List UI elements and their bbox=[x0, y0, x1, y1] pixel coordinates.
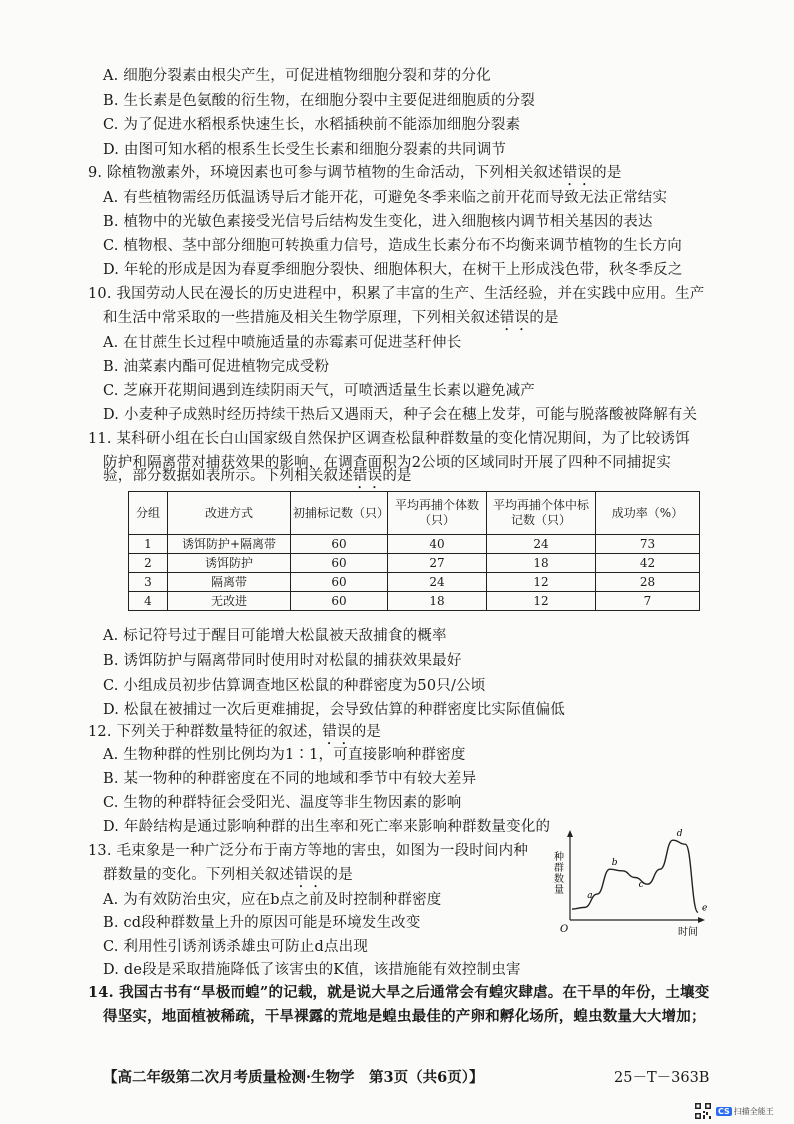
q9-option-d: D. 年轮的形成是因为春夏季细胞分裂快、细胞体积大，在树干上形成浅色带，秋冬季反之 bbox=[103, 262, 683, 278]
population-curve bbox=[572, 840, 698, 912]
table-cell: 12 bbox=[487, 592, 596, 611]
table-cell: 73 bbox=[596, 535, 700, 554]
q10-stem-line2: 和生活中常采取的一些措施及相关生物学原理，下列相关叙述错误的是 bbox=[103, 310, 559, 326]
table-cell: 12 bbox=[487, 573, 596, 592]
q8-option-d: D. 由图可知水稻的根系生长受生长素和细胞分裂素的共同调节 bbox=[103, 142, 507, 158]
curve-point-label: c bbox=[638, 880, 644, 891]
page-footer-code: 25－T－363B bbox=[614, 1070, 710, 1086]
y-axis-arrow bbox=[567, 830, 573, 837]
q13-option-a: A. 为有效防治虫灾，应在b点之前及时控制种群密度 bbox=[103, 892, 442, 908]
q11-option-d: D. 松鼠在被捕过一次后更难捕捉，会导致估算的种群密度比实际值偏低 bbox=[103, 702, 565, 718]
table-cell: 3 bbox=[129, 573, 168, 592]
capture-data-table bbox=[128, 491, 700, 611]
q13-option-b: B. cd段种群数量上升的原因可能是环境发生改变 bbox=[103, 915, 421, 931]
q8-option-a: A. 细胞分裂素由根尖产生，可促进植物细胞分裂和芽的分化 bbox=[103, 68, 491, 84]
curve-point-label: e bbox=[702, 903, 708, 914]
table-cell: 60 bbox=[291, 554, 388, 573]
q9-option-b: B. 植物中的光敏色素接受光信号后结构发生变化，进入细胞核内调节相关基因的表达 bbox=[103, 214, 653, 230]
table-cell: 诱饵防护+隔离带 bbox=[168, 535, 291, 554]
table-cell: 40 bbox=[388, 535, 487, 554]
q10-stem-line1: 10. 我国劳动人民在漫长的历史进程中，积累了丰富的生产、生活经验，并在实践中应用。生产 bbox=[88, 286, 705, 302]
q12-option-b: B. 某一物种的种群密度在不同的地域和季节中有较大差异 bbox=[103, 771, 477, 787]
q8-option-b: B. 生长素是色氨酸的衍生物，在细胞分裂中主要促进细胞质的分裂 bbox=[103, 93, 536, 109]
population-curve-chart bbox=[548, 828, 713, 940]
scanner-logo-icon: CS bbox=[718, 1107, 730, 1116]
table-row bbox=[129, 573, 700, 592]
q14-stem-line2: 得坚实，地面植被稀疏，干旱裸露的荒地是蝗虫最佳的产卵和孵化场所，蝗虫数量大大增加； bbox=[103, 1008, 706, 1025]
q9-option-c: C. 植物根、茎中部分细胞可转换重力信号，造成生长素分布不均衡来调节植物的生长方向 bbox=[103, 238, 682, 254]
table-cell: 隔离带 bbox=[168, 573, 291, 592]
table-cell: 18 bbox=[388, 592, 487, 611]
q13-stem-line2: 群数量的变化。下列相关叙述错误的是 bbox=[103, 867, 353, 883]
q14-stem-line1: 14. 我国古书有“旱极而蝗”的记载，就是说大旱之后通常会有蝗灾肆虐。在干旱的年份，土壤变 bbox=[88, 984, 710, 1001]
table-header-cell: 初捕标记数（只） bbox=[291, 492, 388, 535]
table-cell: 无改进 bbox=[168, 592, 291, 611]
table-cell: 1 bbox=[129, 535, 168, 554]
q8-option-c: C. 为了促进水稻根系快速生长，水稻插秧前不能添加细胞分裂素 bbox=[103, 117, 521, 133]
q11-stem-line2: 防护和隔离带对捕获效果的影响，在调查面积为2公顷的区域同时开展了四种不同捕捉实 bbox=[103, 455, 672, 471]
q9-option-a: A. 有些植物需经历低温诱导后才能开花，可避免冬季来临之前开花而导致无法正常结实 bbox=[103, 190, 668, 206]
origin-label: O bbox=[560, 924, 569, 935]
q12-stem: 12. 下列关于种群数量特征的叙述，错误的是 bbox=[88, 724, 382, 740]
table-header-cell: 成功率（%） bbox=[596, 492, 700, 535]
x-axis-label: 时间 bbox=[678, 927, 698, 938]
table-cell: 7 bbox=[596, 592, 700, 611]
q12-option-d: D. 年龄结构是通过影响种群的出生率和死亡率来影响种群数量变化的 bbox=[103, 819, 551, 835]
table-cell: 18 bbox=[487, 554, 596, 573]
table-header-cell: 平均再捕个体中标记数（只） bbox=[487, 492, 596, 535]
q10-option-a: A. 在甘蔗生长过程中喷施适量的赤霉素可促进茎秆伸长 bbox=[103, 335, 462, 351]
table-cell: 诱饵防护 bbox=[168, 554, 291, 573]
qr-code-icon bbox=[694, 1102, 712, 1120]
table-header-cell: 改进方式 bbox=[168, 492, 291, 535]
table-header-row bbox=[129, 492, 700, 535]
table-cell: 60 bbox=[291, 573, 388, 592]
q10-option-c: C. 芝麻开花期间遇到连续阴雨天气，可喷洒适量生长素以避免减产 bbox=[103, 383, 535, 399]
q11-option-c: C. 小组成员初步估算调查地区松鼠的种群密度为50只/公顷 bbox=[103, 678, 486, 694]
q9-stem: 9. 除植物激素外，环境因素也可参与调节植物的生命活动，下列相关叙述错误的是 bbox=[88, 165, 622, 181]
table-header-cell: 平均再捕个体数（只） bbox=[388, 492, 487, 535]
table-cell: 60 bbox=[291, 535, 388, 554]
curve-point-label: b bbox=[611, 858, 618, 869]
curve-point-label: d bbox=[676, 829, 683, 840]
q11-stem-line1: 11. 某科研小组在长白山国家级自然保护区调查松鼠种群数量的变化情况期间，为了比较诱饵 bbox=[88, 431, 690, 447]
table-cell: 24 bbox=[388, 573, 487, 592]
table-cell: 28 bbox=[596, 573, 700, 592]
table-cell: 24 bbox=[487, 535, 596, 554]
q11-option-b: B. 诱饵防护与隔离带同时使用时对松鼠的捕获效果最好 bbox=[103, 653, 462, 669]
q13-option-d: D. de段是采取措施降低了该害虫的K值，该措施能有效控制虫害 bbox=[103, 962, 521, 978]
page-footer-title: 【高二年级第二次月考质量检测·生物学 第3页（共6页）】 bbox=[103, 1069, 484, 1086]
curve-point-label: a bbox=[587, 891, 593, 902]
table-cell: 42 bbox=[596, 554, 700, 573]
q12-option-c: C. 生物的种群特征会受阳光、温度等非生物因素的影响 bbox=[103, 795, 462, 811]
table-row bbox=[129, 592, 700, 611]
q11-option-a: A. 标记符号过于醒目可能增大松鼠被天敌捕食的概率 bbox=[103, 628, 447, 644]
y-axis-label: 种群数量 bbox=[554, 852, 564, 896]
x-axis-arrow bbox=[698, 917, 705, 923]
table-header-cell: 分组 bbox=[129, 492, 168, 535]
q11-stem-line3: 验，部分数据如表所示。下列相关叙述错误的是 bbox=[103, 468, 412, 484]
table-row bbox=[129, 554, 700, 573]
table-cell: 27 bbox=[388, 554, 487, 573]
table-cell: 4 bbox=[129, 592, 168, 611]
q12-option-a: A. 生物种群的性别比例均为1∶1，可直接影响种群密度 bbox=[103, 747, 466, 763]
q13-option-c: C. 利用性引诱剂诱杀雄虫可防止d点出现 bbox=[103, 939, 369, 955]
scanner-watermark: CS 扫描全能王 bbox=[718, 1107, 774, 1116]
table-cell: 2 bbox=[129, 554, 168, 573]
q13-stem-line1: 13. 毛束象是一种广泛分布于南方等地的害虫，如图为一段时间内种 bbox=[88, 843, 529, 859]
table-cell: 60 bbox=[291, 592, 388, 611]
q10-option-d: D. 小麦种子成熟时经历持续干热后又遇雨天，种子会在穗上发芽，可能与脱落酸被降解有关 bbox=[103, 407, 698, 423]
q10-option-b: B. 油菜素内酯可促进植物完成受粉 bbox=[103, 359, 330, 375]
curve-point-labels bbox=[587, 829, 707, 913]
table-row bbox=[129, 535, 700, 554]
